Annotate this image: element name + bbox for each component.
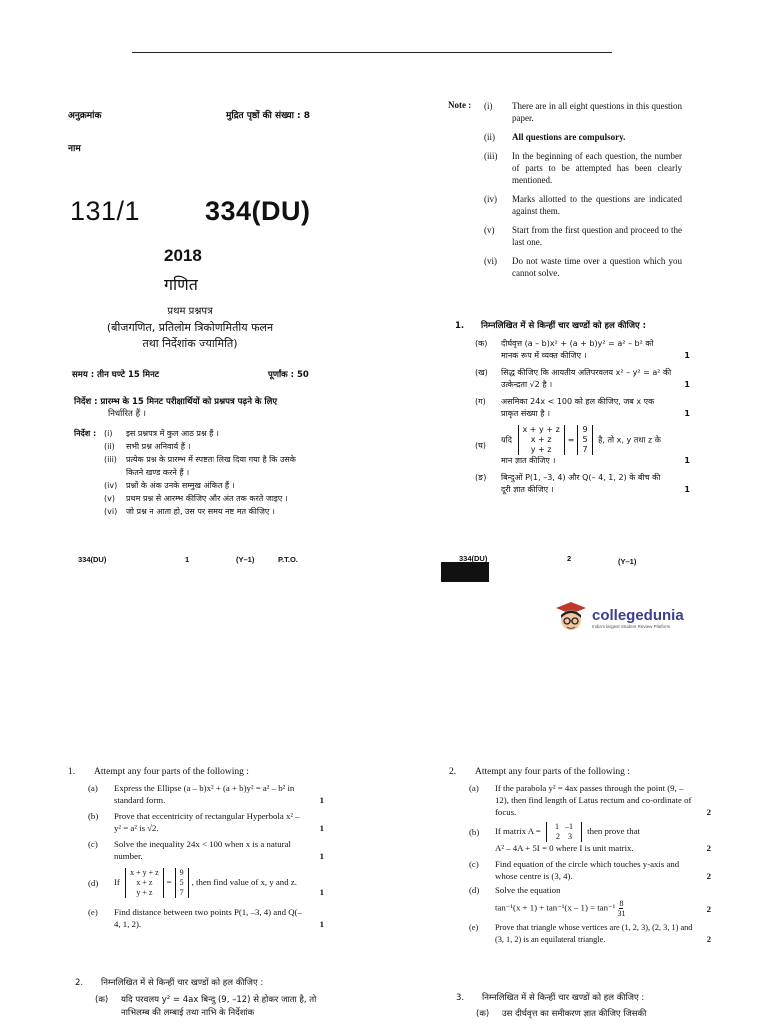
roll-number-label: अनुक्रमांक <box>68 111 102 121</box>
question-part <box>469 858 711 882</box>
matrix-entry: 5 <box>179 878 184 887</box>
equation-text: tan⁻¹(x + 1) + tan⁻¹(x – 1) = tan⁻¹ <box>495 902 616 913</box>
instruction-number: (iii) <box>104 455 117 464</box>
part-label: (d) <box>88 878 99 888</box>
part-text-line2: A² – 4A + 5I = 0 where I is unit matrix. <box>495 843 634 853</box>
paper-info <box>90 304 290 352</box>
part-marks: 2 <box>706 843 711 853</box>
question-part <box>88 868 324 898</box>
fraction-numerator: 8 <box>619 899 624 908</box>
part-label: (ग) <box>475 397 486 406</box>
part-text: If the parabola y² = 4ax passes through the point (9, –12), then find length of Latus rectum and co-ordinate of focus. <box>495 783 692 817</box>
part-marks: 2 <box>706 871 711 881</box>
part-label: (ङ) <box>475 473 487 482</box>
time-allowed: समय : तीन घण्टे 15 मिनट <box>72 370 160 380</box>
question-heading: निम्नलिखित में से किन्हीं चार खण्डों को हल कीजिए : <box>482 993 645 1003</box>
question-heading: निम्नलिखित में से किन्हीं चार खण्डों को हल कीजिए : <box>101 978 264 988</box>
page1-footer-series: (Y–1) <box>236 555 255 564</box>
note-item <box>484 255 682 279</box>
question-part <box>475 338 690 362</box>
instruction-number: (vi) <box>104 507 118 516</box>
paper-name: प्रथम प्रश्नपत्र <box>167 306 213 317</box>
part-text: असमिका 24x < 100 को हल कीजिए, जब x एक प्राकृत संख्या है । <box>501 397 655 418</box>
part-text-prefix: यदि <box>501 435 512 445</box>
question-heading: Attempt any four parts of the following : <box>475 767 630 777</box>
graduate-avatar-icon <box>554 600 588 636</box>
part-text-prefix: If <box>114 877 120 888</box>
part-text: यदि x + y + z x + z y + z = 9 5 7 है, तो x, y तथा z के मान ज्ञात कीजिए । <box>501 425 661 465</box>
note-item <box>484 131 682 143</box>
question-number: 3. <box>456 993 465 1003</box>
note-item <box>484 100 682 124</box>
matrix-entry: y + z <box>530 445 552 454</box>
matrix-right <box>175 868 189 898</box>
note-label: Note : <box>448 100 472 110</box>
paper-topics-line1: (बीजगणित, प्रतिलोम त्रिकोणमितीय फलन <box>106 321 274 334</box>
question-number: 2. <box>449 767 457 777</box>
matrix-entry: 7 <box>179 888 184 897</box>
instruction-item <box>104 505 314 518</box>
instruction-item <box>104 440 314 453</box>
question-part <box>469 822 711 854</box>
part-label: (क) <box>475 339 488 348</box>
question-number: 1. <box>68 767 76 777</box>
note-number: (ii) <box>484 132 495 142</box>
english-question-2 <box>449 766 711 946</box>
note-number: (iv) <box>484 194 497 204</box>
matrix-entry: 7 <box>582 445 588 454</box>
fraction-denominator: 31 <box>617 909 626 918</box>
instruction-item <box>104 427 314 440</box>
matrix-right <box>577 425 592 455</box>
part-label: (घ) <box>475 441 486 450</box>
question-part <box>88 906 324 930</box>
part-text: यदि परवलय y² = 4ax बिन्दु (9, –12) से होकर जाता है, तो नाभिलम्ब की लम्बाई तथा नाभि के निर्देशांक <box>121 995 317 1018</box>
part-text <box>495 822 711 842</box>
matrix-row: 2 3 <box>555 832 572 841</box>
part-label: (d) <box>469 885 480 895</box>
part-marks: 2 <box>706 903 711 914</box>
fraction <box>617 899 625 918</box>
printed-pages: मुद्रित पृष्ठों की संख्या : 8 <box>226 111 311 121</box>
hindi-question-1 <box>455 320 690 496</box>
part-marks: 1 <box>684 485 690 494</box>
instruction-text: सभी प्रश्न अनिवार्य हैं । <box>126 442 191 451</box>
question-part <box>88 782 324 806</box>
part-marks: 1 <box>319 823 324 833</box>
hindi-question-2 <box>75 977 325 1020</box>
instruction-reading-line1: निर्देश : प्रारम्भ के 15 मिनट परीक्षार्थियों को प्रश्नपत्र पढ़ने के लिए <box>74 397 278 407</box>
instruction-number: (i) <box>104 429 113 438</box>
question-part <box>75 994 325 1020</box>
page2-footer-series: (Y–1) <box>618 557 637 566</box>
full-marks: पूर्णांक : 50 <box>268 370 309 380</box>
part-text-suffix: है, तो x, y तथा z के मान ज्ञात कीजिए । <box>501 435 661 465</box>
matrix-a <box>546 822 582 842</box>
matrix-left <box>125 868 164 898</box>
part-text: Prove that triangle whose vertices are (1, 2, 3), (2, 3, 1) and (3, 1, 2) is an equilateral triangle. <box>495 923 693 944</box>
note-text: Marks allotted to the questions are indicated against them. <box>512 194 682 216</box>
instruction-text: प्रश्नों के अंक उनके सम्मुख अंकित हैं । <box>126 481 235 490</box>
page1-footer-number: 1 <box>185 555 190 564</box>
instruction-item <box>104 492 314 505</box>
matrix-entry: 9 <box>582 425 588 434</box>
note-text: In the beginning of each question, the number of parts to be attempted has been clearly mentioned. <box>512 151 682 185</box>
part-text: Find distance between two points P(1, –3, 4) and Q(–4, 1, 2). <box>114 907 302 929</box>
part-label: (e) <box>88 907 98 917</box>
part-text: बिन्दुओं P(1, –3, 4) और Q(– 4, 1, 2) के बीच की दूरी ज्ञात कीजिए । <box>501 473 661 494</box>
page1-footer-code: 334(DU) <box>78 555 107 564</box>
note-number: (i) <box>484 101 493 111</box>
page1-footer-pto: P.T.O. <box>278 555 298 564</box>
instruction-text: इस प्रश्नपत्र में कुल आठ प्रश्न हैं । <box>126 429 219 438</box>
question-number: 2. <box>75 978 84 988</box>
paper-code-right: 334(DU) <box>205 196 311 226</box>
question-part <box>456 1008 711 1020</box>
hindi-question-3 <box>456 992 711 1020</box>
instruction-text: प्रत्येक प्रश्न के प्रारम्भ में स्पष्टतः लिख दिया गया है कि उसके कितने खण्ड करने हैं । <box>126 455 296 477</box>
instruction-number: (ii) <box>104 442 115 451</box>
part-label: (c) <box>469 859 479 869</box>
part-text: उस दीर्घवृत्त का समीकरण ज्ञात कीजिए जिसकी <box>502 1009 647 1019</box>
part-text: Solve the inequality 24x < 100 when x is a natural number. <box>114 839 291 861</box>
instruction-item <box>104 479 314 492</box>
matrix-entry: 5 <box>582 435 588 444</box>
instructions-heading: निर्देश : <box>74 429 97 438</box>
paper-topics-line2: तथा निर्देशांक ज्यामिति) <box>142 337 238 350</box>
part-text-suffix: then prove that <box>587 826 640 837</box>
part-marks: 1 <box>684 456 690 465</box>
part-text: Prove that eccentricity of rectangular Hyperbola x² – y² = a² is √2. <box>114 811 300 833</box>
instruction-number: (iv) <box>104 481 118 490</box>
exam-year: 2018 <box>164 246 202 265</box>
matrix-row: 1 –1 <box>554 822 573 831</box>
question-heading: निम्नलिखित में से किन्हीं चार खण्डों को हल कीजिए : <box>481 321 647 331</box>
scan-black-mark <box>441 562 489 582</box>
part-label: (a) <box>88 783 98 793</box>
part-label: (क) <box>476 1009 490 1019</box>
question-part <box>469 782 711 818</box>
instructions-block <box>74 427 314 518</box>
part-text: Express the Ellipse (a – b)x² + (a + b)y² = a² – b² in standard form. <box>114 783 295 805</box>
notes-block <box>448 100 682 279</box>
note-text: Do not waste time over a question which you cannot solve. <box>512 256 682 278</box>
part-text-prefix: If matrix A = <box>495 826 541 837</box>
paper-code-left: 131/1 <box>70 196 141 226</box>
note-text: Start from the first question and proceed to the last one. <box>512 225 682 247</box>
question-part <box>475 367 690 391</box>
question-part <box>475 425 690 467</box>
matrix-entry: x + y + z <box>522 425 560 434</box>
question-part <box>475 396 690 420</box>
note-text: All questions are compulsory. <box>512 132 626 142</box>
part-label: (e) <box>469 923 479 932</box>
matrix-entry: x + y + z <box>130 868 159 877</box>
page2-footer-number: 2 <box>567 554 572 563</box>
reading-time-instruction <box>74 396 314 420</box>
name-label: नाम <box>68 144 81 154</box>
part-label: (b) <box>469 827 480 837</box>
top-rule <box>132 52 612 53</box>
note-number: (iii) <box>484 151 498 161</box>
note-item <box>484 193 682 217</box>
question-part <box>475 472 690 496</box>
matrix-entry: x + z <box>136 878 153 887</box>
matrix-entry: y + z <box>136 888 153 897</box>
instruction-item <box>104 453 314 479</box>
part-text-suffix: , then find value of x, y and z. <box>191 877 297 888</box>
question-part <box>88 810 324 834</box>
page2-footer-code: 334(DU) <box>459 554 488 563</box>
instruction-text: प्रथम प्रश्न से आरम्भ कीजिए और अंत तक करते जाइए । <box>126 494 288 503</box>
part-text: If x + y + z x + z y + z = 9 5 7 , then find value of x, y and z. <box>114 868 297 897</box>
part-marks: 2 <box>706 935 711 944</box>
note-number: (v) <box>484 225 495 235</box>
part-marks: 1 <box>319 851 324 861</box>
part-label: (b) <box>88 811 99 821</box>
instruction-text: जो प्रश्न न आता हो, उस पर समय नष्ट मत कीजिए । <box>126 507 275 516</box>
instruction-number: (v) <box>104 494 115 503</box>
equation <box>495 899 693 918</box>
subject-title: गणित <box>164 275 198 294</box>
note-number: (vi) <box>484 256 497 266</box>
question-part <box>469 922 711 946</box>
note-item <box>484 224 682 248</box>
part-marks: 1 <box>684 409 690 418</box>
part-text: Find equation of the circle which touches y-axis and whose centre is (3, 4). <box>495 859 680 881</box>
part-label: (ख) <box>475 368 488 377</box>
matrix-left <box>518 425 565 455</box>
part-marks: 1 <box>319 795 324 805</box>
question-number: 1. <box>455 321 465 331</box>
matrix-entry: x + z <box>530 435 552 444</box>
collegedunia-logo <box>554 600 684 636</box>
question-part <box>88 838 324 862</box>
part-text: Solve the equation <box>495 885 561 895</box>
part-label: (a) <box>469 783 479 793</box>
part-text: दीर्घवृत्त (a – b)x² + (a + b)y² = a² – b² को मानक रूप में व्यक्त कीजिए । <box>501 339 654 360</box>
part-marks: 1 <box>319 919 324 929</box>
question-part <box>469 884 711 918</box>
part-label: (c) <box>88 839 98 849</box>
logo-name: collegedunia <box>592 607 684 624</box>
part-text: सिद्ध कीजिए कि आयतीय अतिपरवलय x² – y² = a² की उत्केन्द्रता √2 है । <box>501 368 672 389</box>
note-item <box>484 150 682 186</box>
matrix-entry: 9 <box>179 868 184 877</box>
instruction-reading-line2: निर्धारित हैं । <box>108 409 147 419</box>
logo-tagline: India's largest Student Review Platform <box>592 624 671 629</box>
part-marks: 1 <box>684 351 690 360</box>
note-text: There are in all eight questions in this question paper. <box>512 101 682 123</box>
question-heading: Attempt any four parts of the following : <box>94 767 249 777</box>
part-marks: 1 <box>319 887 324 897</box>
part-marks: 1 <box>684 380 690 389</box>
part-marks: 2 <box>706 807 711 817</box>
english-question-1 <box>68 766 324 930</box>
part-label: (क) <box>95 995 109 1005</box>
